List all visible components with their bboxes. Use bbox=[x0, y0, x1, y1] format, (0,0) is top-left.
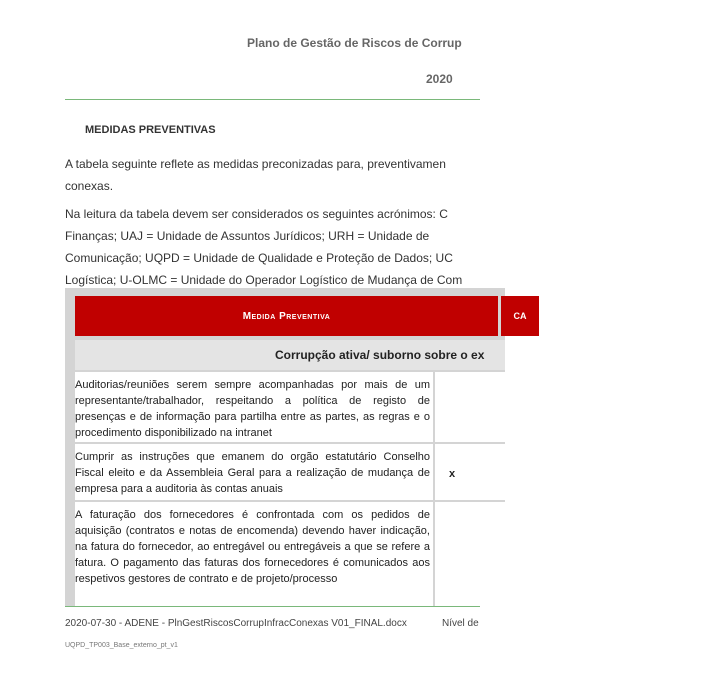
header-divider bbox=[65, 99, 480, 100]
footer-divider bbox=[65, 606, 480, 607]
column-header-ca: CA bbox=[501, 296, 539, 336]
cell-divider bbox=[433, 502, 435, 606]
document-header-year: 2020 bbox=[426, 72, 453, 86]
footer-level: Nível de bbox=[442, 618, 479, 629]
paragraph-line: conexas. bbox=[65, 179, 114, 193]
cell-divider bbox=[433, 372, 435, 442]
table-row bbox=[75, 502, 505, 606]
document-header-title: Plano de Gestão de Riscos de Corrup bbox=[247, 36, 462, 50]
acronyms-paragraph bbox=[65, 203, 705, 291]
measure-cell: A faturação dos fornecedores é confrontada com os pedidos de aquisição (contratos e notas de encomenda) devendo haver indicação, na fatura do fornecedor, ao entregável ou entregáveis a que se refere a fatura. O pagamento das faturas dos fornecedores é comunicados aos respetivos gestores de contrato e de projeto/processo bbox=[75, 509, 430, 585]
table-group-row bbox=[75, 340, 505, 370]
measure-cell: Cumprir as instruções que emanem do orgão estatutário Conselho Fiscal eleito e da Assembleia Geral para a realização de mudança de empresa para a auditoria às contas anuais bbox=[75, 451, 430, 495]
template-code: UQPD_TP003_Base_externo_pt_v1 bbox=[65, 642, 178, 649]
column-header-measure: Medida Preventiva bbox=[75, 296, 498, 336]
paragraph-line: Logística; U-OLMC = Unidade do Operador Logístico de Mudança de Com bbox=[65, 273, 463, 287]
paragraph-line: Comunicação; UQPD = Unidade de Qualidade e Proteção de Dados; UC bbox=[65, 251, 453, 265]
measure-cell: Auditorias/reuniões serem sempre acompanhadas por mais de um representante/trabalhador, respeitando a política de registo de presenças e de informação para partilha entre as partes, as regras e o procedimento disponibilizado na intranet bbox=[75, 379, 430, 439]
intro-paragraph bbox=[65, 153, 705, 197]
table-row bbox=[75, 372, 505, 442]
paragraph-line: Finanças; UAJ = Unidade de Assuntos Jurídicos; URH = Unidade de bbox=[65, 229, 430, 243]
table-row bbox=[75, 444, 505, 500]
preventive-measures-table bbox=[65, 288, 527, 606]
ca-mark-cell: x bbox=[449, 468, 456, 480]
paragraph-line: A tabela seguinte reflete as medidas preconizadas para, preventivamen bbox=[65, 157, 446, 171]
group-title: Corrupção ativa/ suborno sobre o ex bbox=[275, 348, 485, 362]
section-heading: MEDIDAS PREVENTIVAS bbox=[85, 124, 216, 136]
footer-filename: 2020-07-30 - ADENE - PlnGestRiscosCorrupInfracConexas V01_FINAL.docx bbox=[65, 618, 407, 629]
cell-divider bbox=[433, 444, 435, 500]
paragraph-line: Na leitura da tabela devem ser considerados os seguintes acrónimos: C bbox=[65, 207, 448, 221]
